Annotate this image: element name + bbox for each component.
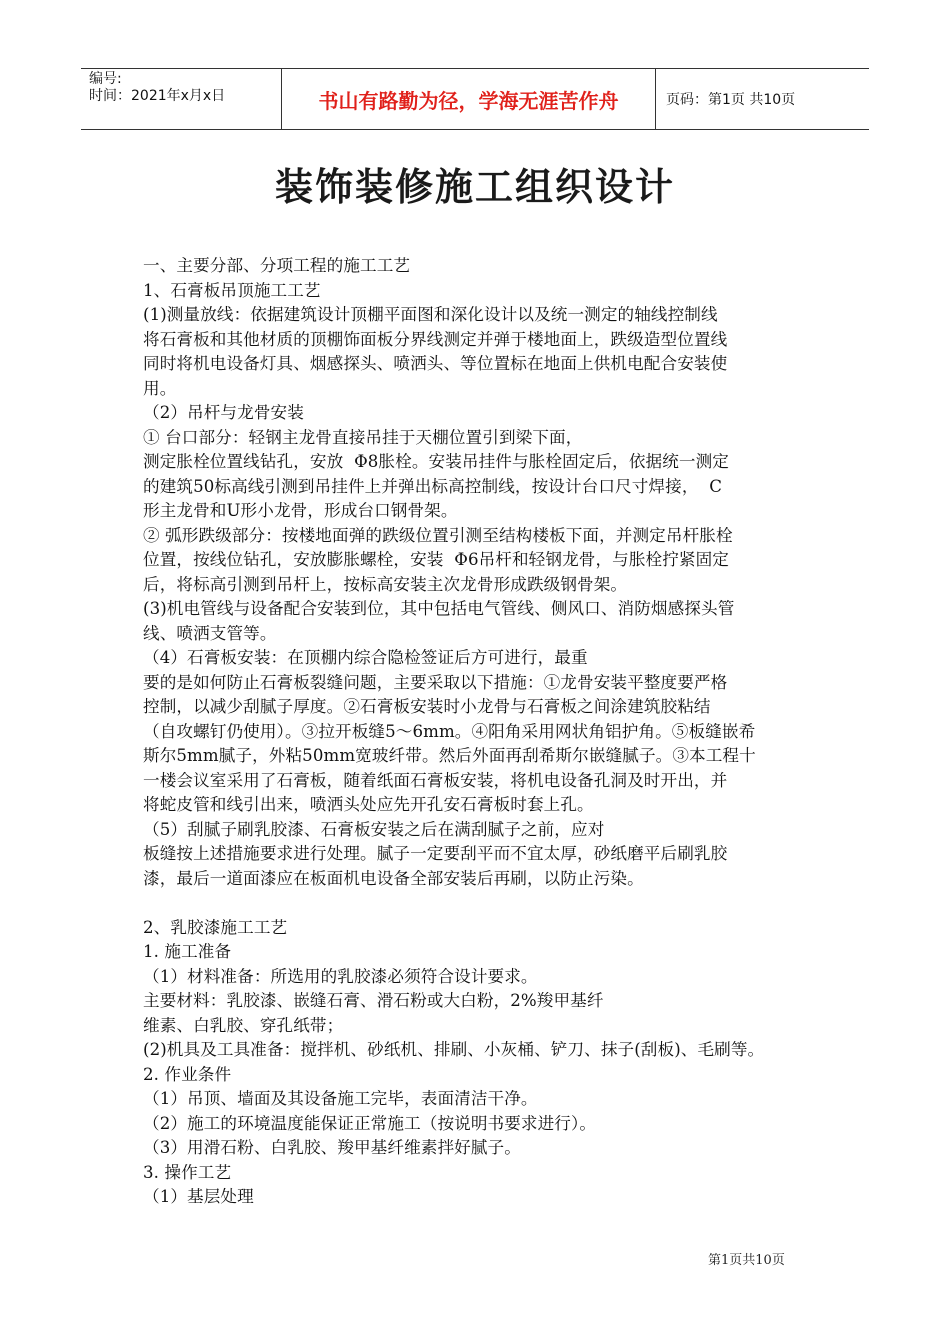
body-line: 的建筑50标高线引测到吊挂件上并弹出标高控制线，按设计台口尺寸焊接， C [143,476,723,496]
body-line: 线、喷洒支管等。 [143,623,277,643]
body-line: 形主龙骨和U形小龙骨，形成台口钢骨架。 [143,501,458,520]
body-line: 1、石膏板吊顶施工工艺 [143,280,321,300]
body-line: （5）刮腻子刷乳胶漆、石膏板安装之后在满刮腻子之前，应对 [143,819,605,839]
body-line: 2. 作业条件 [143,1064,232,1084]
body-line: 主要材料：乳胶漆、嵌缝石膏、滑石粉或大白粉，2%羧甲基纤 [143,991,604,1010]
body-line: 一楼会议室采用了石膏板，随着纸面石膏板安装，将机电设备孔洞及时开出，并 [143,770,728,790]
body-line: ① 台口部分：轻钢主龙骨直接吊挂于天棚位置引到梁下面， [143,427,583,447]
body-line: 斯尔5mm腻子，外粘50mm宽玻纤带。然后外面再刮希斯尔嵌缝腻子。③本工程十 [143,746,756,765]
body-line: （2）施工的环境温度能保证正常施工（按说明书要求进行）。 [143,1113,597,1133]
body-line: 一、主要分部、分项工程的施工工艺 [143,256,411,275]
body-line: （4）石膏板安装：在顶棚内综合隐检签证后方可进行，最重 [143,648,588,667]
body-line: 维素、白乳胶、穿孔纸带； [143,1015,344,1035]
header-motto-cell [282,69,656,129]
body-line: 将石膏板和其他材质的顶棚饰面板分界线测定并弹于楼地面上，跌级造型位置线 [143,329,728,349]
document-time-label: 时间：2021年x月x日 [89,88,226,104]
page-footer: 第1页共10页 [708,1253,785,1268]
body-line: 用。 [143,378,177,398]
body-line: 漆，最后一道面漆应在板面机电设备全部安装后再刷，以防止污染。 [143,868,644,888]
body-line: 位置，按线位钻孔，安放膨胀螺栓，安装 Φ6吊杆和轻钢龙骨，与胀栓拧紧固定 [143,550,730,569]
body-line: 同时将机电设备灯具、烟感探头、喷洒头、等位置标在地面上供机电配合安装使 [143,354,728,373]
body-line: （自攻螺钉仍使用）。③拉开板缝5～6mm。④阳角采用网状角铝护角。⑤板缝嵌希 [143,721,756,741]
body-line: 测定胀栓位置线钻孔，安放 Φ8胀栓。安装吊挂件与胀栓固定后，依据统一测定 [143,452,730,471]
body-line: ② 弧形跌级部分：按楼地面弹的跌级位置引测至结构楼板下面，并测定吊杆胀栓 [143,525,733,545]
document-title: 装饰装修施工组织设计 [274,165,675,209]
header-table [81,68,869,130]
body-line: （2）吊杆与龙骨安装 [143,403,304,422]
body-line: 2、乳胶漆施工工艺 [143,917,288,937]
body-line: (1)测量放线：依据建筑设计顶棚平面图和深化设计以及统一测定的轴线控制线 [143,305,718,324]
body-line: 3. 操作工艺 [143,1162,232,1182]
header-page-cell [656,69,869,129]
body-line: （3）用滑石粉、白乳胶、羧甲基纤维素拌好腻子。 [143,1138,521,1157]
blank-line [143,891,823,916]
body-line: 后，将标高引测到吊杆上，按标高安装主次龙骨形成跌级钢骨架。 [143,574,628,594]
body-line: 板缝按上述措施要求进行处理。腻子一定要刮平而不宜太厚，砂纸磨平后刷乳胶 [143,844,728,863]
document-number-label: 编号: [89,71,122,87]
body-line: 将蛇皮管和线引出来，喷洒头处应先开孔安石膏板时套上孔。 [143,795,594,814]
header-left-cell [81,69,282,129]
body-line: 要的是如何防止石膏板裂缝问题，主要采取以下措施：①龙骨安装平整度要严格 [143,672,728,692]
body-line: (2)机具及工具准备：搅拌机、砂纸机、排刷、小灰桶、铲刀、抹子(刮板)、毛刷等。 [143,1040,765,1059]
document-body [143,254,823,1210]
header-motto: 书山有路勤为径，学海无涯苦作舟 [318,88,619,113]
body-line: 1. 施工准备 [143,942,232,961]
body-line: （1）材料准备：所选用的乳胶漆必须符合设计要求。 [143,966,538,986]
body-line: （1）吊顶、墙面及其设备施工完毕，表面清洁干净。 [143,1089,538,1108]
body-line: （1）基层处理 [143,1187,254,1206]
body-line: (3)机电管线与设备配合安装到位，其中包括电气管线、侧风口、消防烟感探头管 [143,599,735,618]
header-page-label: 页码：第1页 共10页 [666,92,796,108]
body-line: 控制，以减少刮腻子厚度。②石膏板安装时小龙骨与石膏板之间涂建筑胶粘结 [143,697,711,716]
